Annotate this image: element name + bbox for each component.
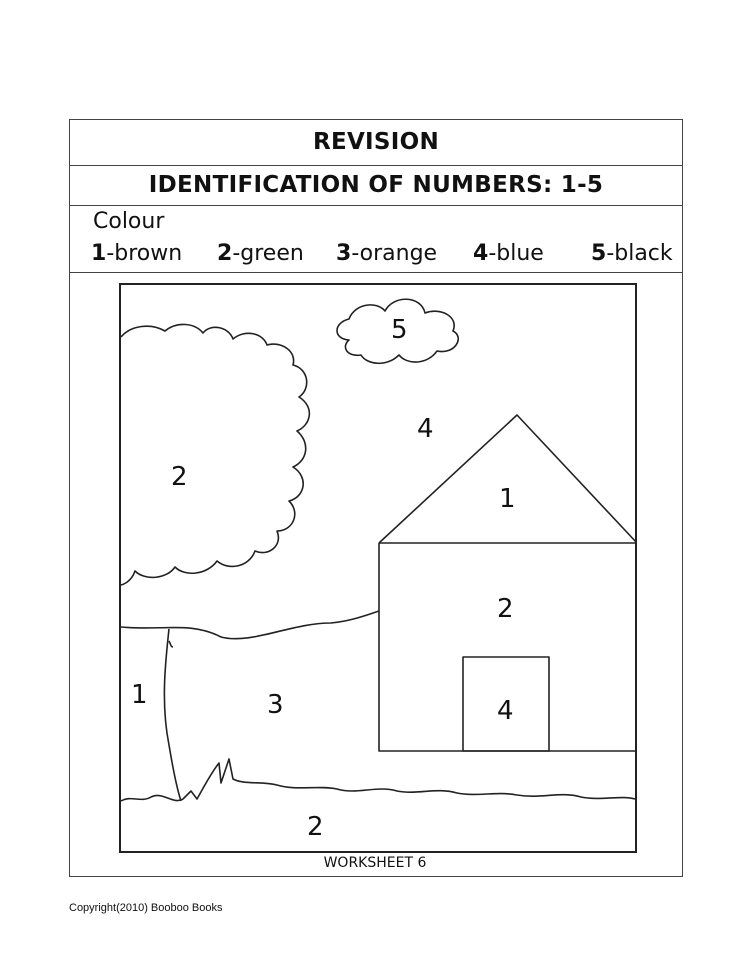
cloud-number: 5 — [391, 315, 408, 345]
key-colour: -blue — [488, 241, 544, 266]
key-colour: -black — [606, 241, 673, 266]
worksheet-title: REVISION — [312, 129, 440, 155]
key-colour: -brown — [106, 241, 183, 266]
key-number: 5 — [591, 241, 607, 266]
colour-key-row — [70, 206, 682, 273]
key-item-black — [591, 241, 673, 266]
subtitle-row — [70, 166, 682, 206]
worksheet-subtitle: IDENTIFICATION OF NUMBERS: 1-5 — [148, 172, 604, 198]
key-colour: -green — [232, 241, 304, 266]
colouring-scene — [121, 285, 635, 851]
key-number: 4 — [473, 241, 489, 266]
key-item-brown — [91, 241, 182, 266]
title-row — [70, 120, 682, 166]
tree-trunk-number: 1 — [131, 680, 148, 710]
grass-number: 2 — [307, 812, 324, 842]
field-number: 3 — [267, 690, 284, 720]
key-number: 2 — [217, 241, 233, 266]
sky-number: 4 — [417, 414, 434, 444]
tree-trunk-left — [164, 629, 181, 801]
key-item-green — [217, 241, 304, 266]
worksheet-number: WORKSHEET 6 — [323, 855, 427, 871]
door-number: 4 — [497, 696, 514, 726]
tree-crown-number: 2 — [171, 462, 188, 492]
tree-trunk-right — [169, 641, 173, 647]
house-wall-number: 2 — [497, 594, 514, 624]
key-item-blue — [473, 241, 544, 266]
tree-crown-outline — [121, 324, 309, 585]
roof-number: 1 — [499, 484, 516, 514]
copyright-notice: Copyright(2010) Booboo Books — [69, 902, 223, 914]
grass-line — [121, 759, 635, 801]
colour-key-label: Colour — [93, 209, 165, 234]
key-colour: -orange — [351, 241, 438, 266]
key-item-orange — [336, 241, 437, 266]
field-top-line — [121, 611, 379, 639]
colouring-picture-frame — [119, 283, 637, 853]
key-number: 3 — [336, 241, 352, 266]
key-number: 1 — [91, 241, 107, 266]
